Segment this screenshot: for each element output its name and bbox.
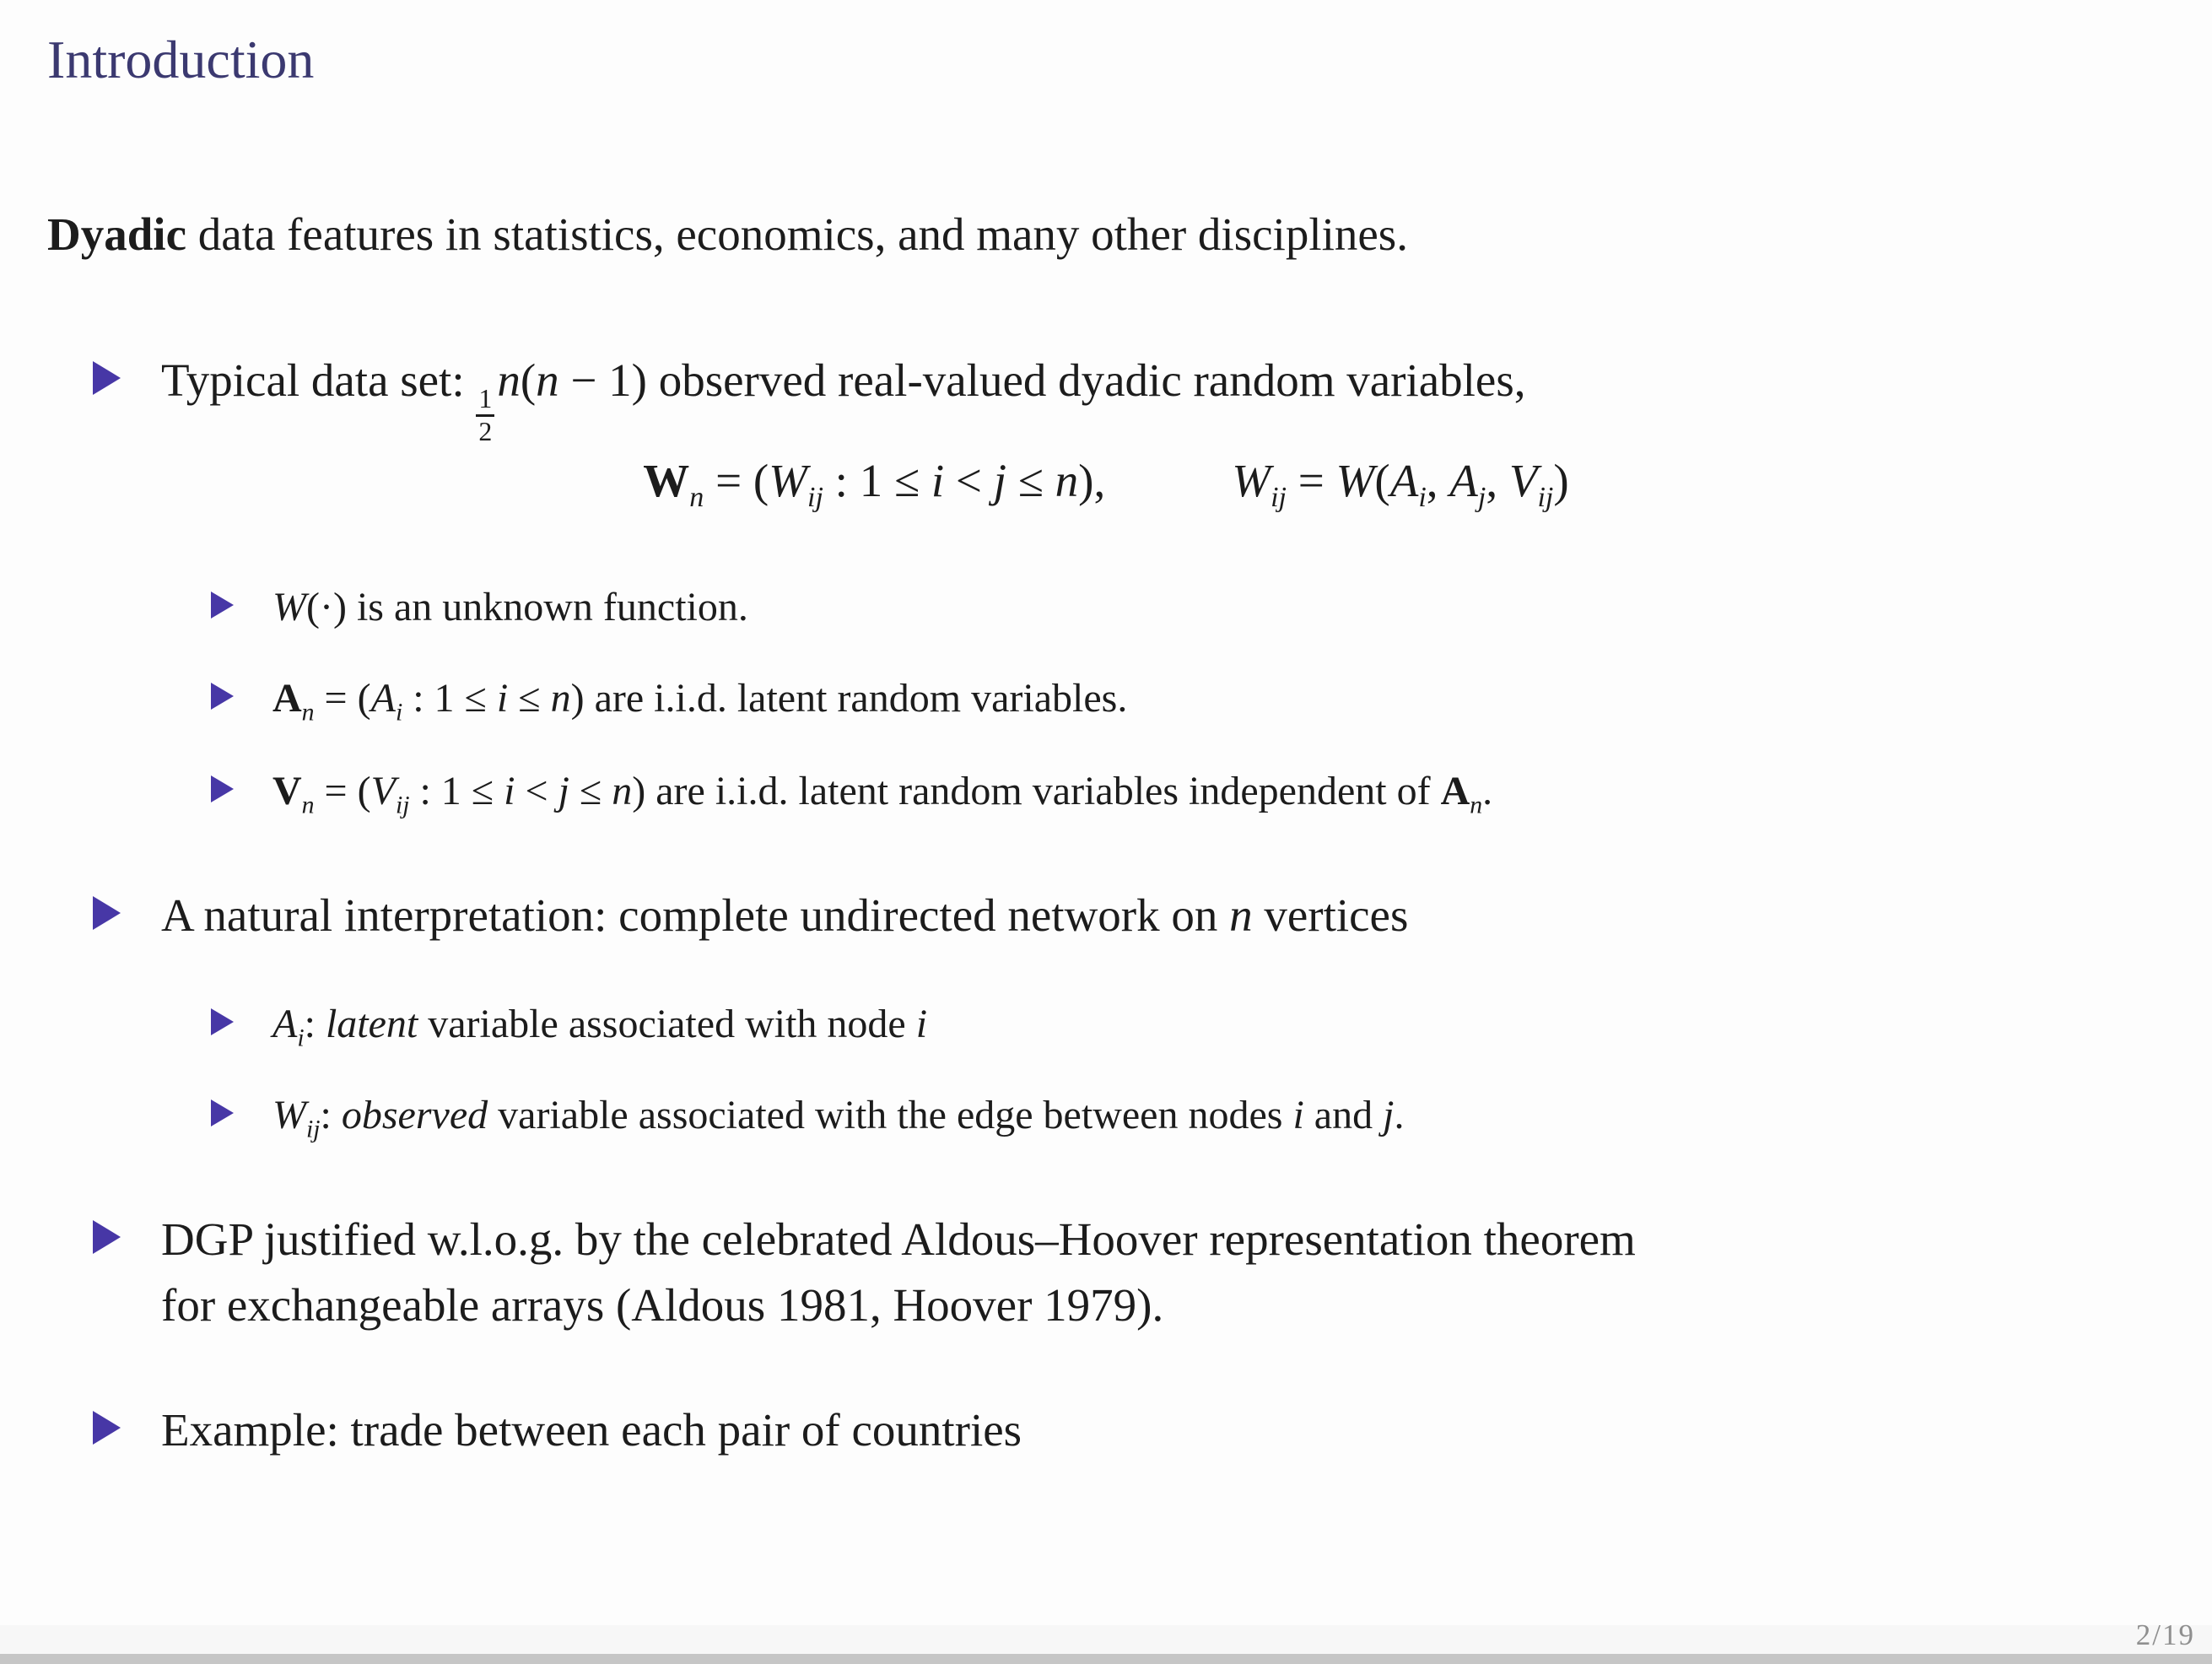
bullet-text: Example: trade between each pair of countries: [161, 1404, 1022, 1456]
subbullet-latent-v: [211, 763, 1492, 820]
subbullet-node-variable: [211, 996, 927, 1053]
bullet-triangle-icon: [93, 1220, 121, 1254]
bullet-example-trade: [93, 1397, 1022, 1463]
subbullet-text: W(·) is an unknown function.: [272, 585, 748, 629]
bullet-triangle-icon: [211, 592, 234, 619]
footer-band: [0, 1625, 2212, 1654]
bullet-triangle-icon: [93, 361, 121, 395]
slide-title: Introduction: [47, 30, 315, 89]
intro-paragraph: Dyadic data features in statistics, economics, and many other disciplines.: [47, 208, 1408, 260]
page-number: 2/19: [2135, 1618, 2195, 1651]
bullet-triangle-icon: [211, 683, 234, 710]
subbullet-text: $A_n = (A_i$ : 1 ≤ i ≤ n) are i.i.d. latent random variables.: [272, 676, 1128, 727]
subbullet-text: $V_n = (V_{ij}$ : 1 ≤ i < j ≤ n) are i.i.d. latent random variables independent of $A_n$.: [272, 769, 1493, 819]
subbullet-unknown-function: [211, 579, 748, 636]
subbullet-text: $A_i$: latent variable associated with node i: [272, 1002, 928, 1052]
footer-bar: [0, 1654, 2212, 1664]
subbullet-text: $W_{ij}$: observed variable associated with the edge between nodes i and j.: [272, 1093, 1405, 1143]
bullet-triangle-icon: [211, 775, 234, 802]
bullet-text: Typical data set: $\frac{1}{2}$ n(n − 1) observed real-valued dyadic random variables,: [161, 354, 1526, 447]
bullet-triangle-icon: [93, 1411, 121, 1445]
bullet-natural-interpretation: [93, 883, 1408, 948]
bullet-text: A natural interpretation: complete undirected network on n vertices: [161, 889, 1409, 941]
bullet-triangle-icon: [211, 1099, 234, 1126]
bullet-text: DGP justified w.l.o.g. by the celebrated Aldous–Hoover representation theorem for exchangeable arrays (Aldous 1981, Hoover 1979).: [161, 1213, 1636, 1332]
bullet-typical-data-set: [93, 348, 1526, 447]
bullet-triangle-icon: [93, 896, 121, 930]
subbullet-edge-variable: [211, 1087, 1404, 1144]
bullet-triangle-icon: [211, 1008, 234, 1035]
subbullet-latent-a: [211, 670, 1127, 727]
bullet-dgp-aldous-hoover: [93, 1207, 1636, 1338]
display-formula: $W_n = (W_{ij}$ : 1 ≤ i < j ≤ n), $W_{ij} = W(A_i$, $A_j$, $V_{ij}$): [643, 455, 1569, 513]
